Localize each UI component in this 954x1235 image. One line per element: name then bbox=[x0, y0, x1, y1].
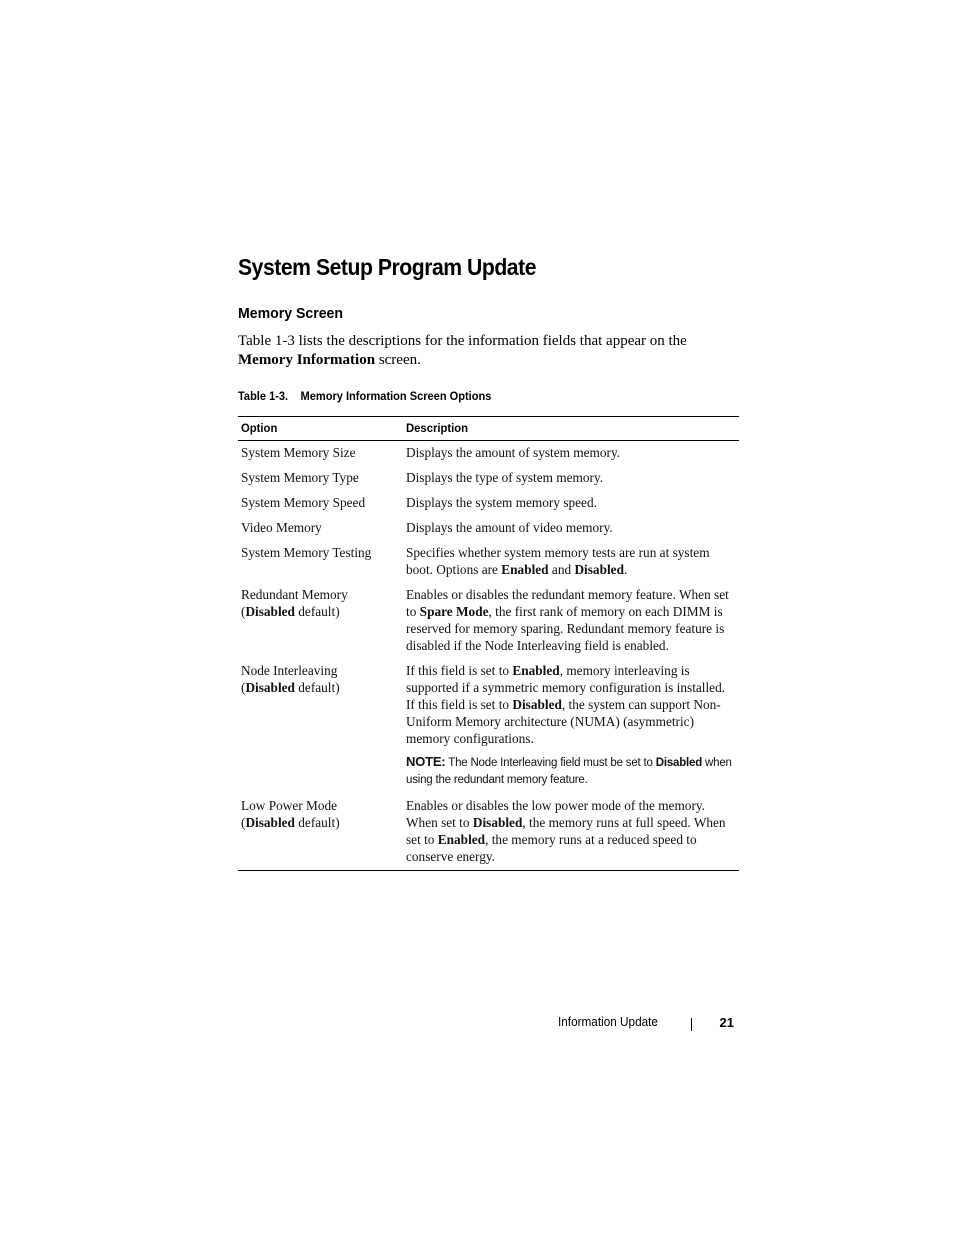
table-caption bbox=[238, 389, 491, 403]
description-cell: Specifies whether system memory tests are run at system boot. Options are Enabled and Disabled. bbox=[406, 545, 710, 577]
page-number: 21 bbox=[719, 1015, 734, 1030]
table-caption-title: Memory Information Screen Options bbox=[300, 389, 492, 403]
option-cell: System Memory Testing bbox=[241, 545, 372, 560]
bold-value: Enabled bbox=[501, 562, 549, 577]
intro-paragraph bbox=[238, 332, 718, 370]
page-title: System Setup Program Update bbox=[238, 254, 537, 280]
note-label: NOTE: bbox=[406, 754, 446, 769]
intro-text-1: Table 1-3 lists the descriptions for the information fields that appear on the bbox=[238, 333, 687, 349]
option-cell: Redundant Memory (Disabled default) bbox=[238, 586, 403, 662]
option-cell: System Memory Speed bbox=[241, 495, 366, 510]
footer-separator bbox=[691, 1018, 692, 1031]
description-cell: Enables or disables the low power mode of the memory. When set to Disabled, the memory runs at full speed. When set to Enabled, the memory runs at a reduced speed to conserve energy. bbox=[406, 798, 726, 864]
description-cell: Displays the type of system memory. bbox=[406, 470, 604, 485]
description-cell: If this field is set to Enabled, memory interleaving is supported if a symmetric memory configuration is installed. If this field is set to Disabled, the system can support Non-Uniform Memory architecture (NUMA) (asymmetric) memory configurations. NOTE: The Node Interleaving field must be set to Disabled when using the redundant memory feature. bbox=[403, 662, 739, 797]
table-row bbox=[238, 544, 739, 586]
bold-value: Disabled bbox=[574, 562, 624, 577]
table-header-row bbox=[238, 417, 739, 441]
intro-bold-term: Memory Information bbox=[238, 352, 376, 368]
option-cell: System Memory Size bbox=[241, 445, 356, 460]
bold-value: Enabled bbox=[512, 663, 560, 678]
table-row bbox=[238, 662, 739, 797]
table-row bbox=[238, 441, 739, 470]
table-row bbox=[238, 494, 739, 519]
description-cell: Displays the amount of system memory. bbox=[406, 445, 621, 460]
bold-value: Enabled bbox=[437, 832, 486, 847]
table-row bbox=[238, 797, 739, 871]
note-text: NOTE: The Node Interleaving field must be set to Disabled when using the redundant memory feature. bbox=[406, 754, 732, 786]
memory-options-table bbox=[238, 416, 739, 871]
footer-title: Information Update bbox=[558, 1015, 658, 1029]
option-cell: Node Interleaving (Disabled default) bbox=[238, 662, 403, 797]
column-header-option: Option bbox=[238, 417, 403, 441]
section-title: Memory Screen bbox=[238, 305, 344, 322]
option-cell: System Memory Type bbox=[241, 470, 359, 485]
default-note: (Disabled default) bbox=[241, 680, 340, 695]
table-row bbox=[238, 586, 739, 662]
bold-value: Disabled bbox=[512, 697, 562, 712]
bold-value: Disabled bbox=[472, 815, 523, 830]
default-note: (Disabled default) bbox=[241, 815, 340, 830]
column-header-description: Description bbox=[403, 417, 739, 441]
default-note: (Disabled default) bbox=[241, 604, 340, 619]
description-cell: Displays the system memory speed. bbox=[406, 495, 597, 510]
table-caption-number: Table 1-3. bbox=[238, 389, 289, 403]
table-row bbox=[238, 519, 739, 544]
description-cell: Enables or disables the redundant memory feature. When set to Spare Mode, the first rank of memory on each DIMM is reserved for memory sparing. Redundant memory feature is disabled if the Node Interleaving field is enabled. bbox=[406, 587, 729, 653]
option-cell: Video Memory bbox=[241, 520, 322, 535]
intro-text-2: screen. bbox=[375, 352, 421, 368]
description-cell: Displays the amount of video memory. bbox=[406, 520, 613, 535]
bold-value: Spare Mode bbox=[419, 604, 489, 619]
table-row bbox=[238, 469, 739, 494]
page-footer bbox=[558, 1015, 734, 1035]
option-cell: Low Power Mode (Disabled default) bbox=[238, 797, 403, 871]
